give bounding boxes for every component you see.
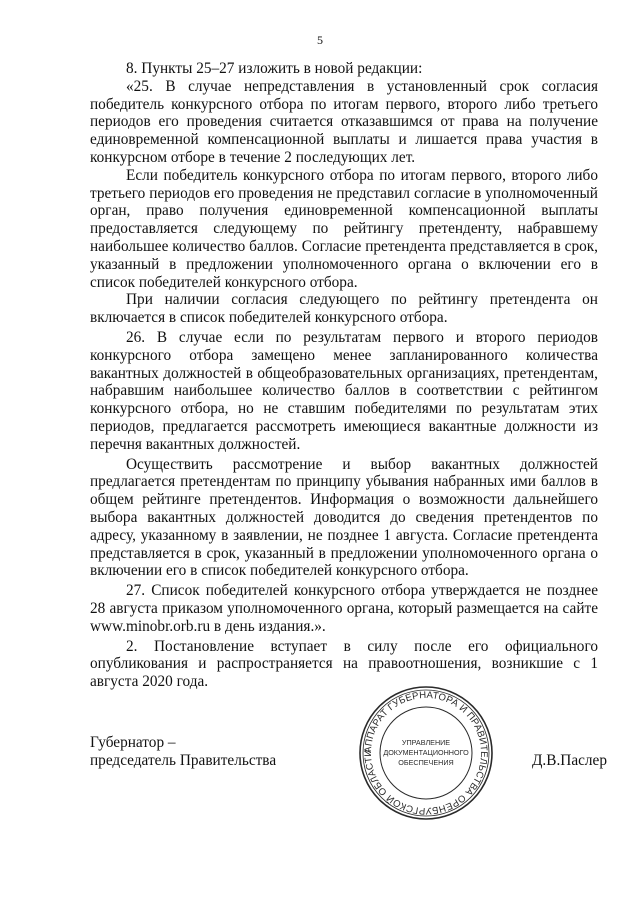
stamp-ring-text: АППАРАТ ГУБЕРНАТОРА И ПРАВИТЕЛЬСТВА ОРЕНБУРГСКОЙ ОБЛАСТИ: [362, 689, 490, 817]
document-body: [90, 60, 598, 691]
paragraph-clause-25: «25. В случае непредставления в установленный срок согласия победитель конкурсного отбора по итогам первого, второго либо третьего периодов его проведения считается отказавшимся от права на получение единовременной компенсационной выплаты и лишается права участия в конкурсном отборе в течение 2 последующих лет.: [90, 77, 598, 166]
signer-position-line-1: Губернатор –: [90, 734, 176, 751]
paragraph-clause-27: 27. Список победителей конкурсного отбора утверждается не позднее 28 августа приказом уполномоченного органа, который размещается на сайте www.minobr.orb.ru в день издания.».: [90, 582, 598, 635]
signer-position: [90, 734, 276, 770]
stamp-center-line-3: ОБЕСПЕЧЕНИЯ: [398, 758, 454, 767]
paragraph-winner-consent: Если победитель конкурсного отбора по итогам первого, второго либо третьего периодов его проведения не представил согласие в уполномоченный орган, право получения единовременной компенсационной выплаты предоставляется следующему по рейтингу претенденту, набравшему наибольшее количество баллов. Согласие претендента представляется в срок, указанный в предложении уполномоченного органа о включении его в список победителей конкурсного отбора.: [90, 166, 598, 291]
stamp-center-line-1: УПРАВЛЕНИЕ: [401, 738, 451, 747]
paragraph-next-candidate: При наличии согласия следующего по рейтингу претендента он включается в список победителей конкурсного отбора.: [90, 291, 598, 327]
page-number: 5: [317, 33, 323, 47]
paragraph-item-2: 2. Постановление вступает в силу после его официального опубликования и распространяется на правоотношения, возникшие с 1 августа 2020 года.: [90, 637, 598, 691]
stamp-seal-graphic: [358, 685, 494, 821]
official-stamp: [358, 685, 494, 821]
stamp-center-line-2: ДОКУМЕНТАЦИОННОГО: [383, 748, 469, 757]
paragraph-clause-26: 26. В случае если по результатам первого и второго периодов конкурсного отбора замещено менее запланированного количества вакантных должностей в общеобразовательных организациях, претендентам, набравшим наибольшее количество баллов в соответствии с рейтингом конкурсного отбора, но не ставшим победителями по результатам этих периодов, предлагается рассмотреть имеющиеся вакантные должности из перечня вакантных должностей.: [90, 328, 598, 453]
paragraph-vacancy-choice: Осуществить рассмотрение и выбор вакантных должностей предлагается претендентам по принципу убывания набранных ими баллов в общем рейтинге претендентов. Информация о возможности дальнейшего выбора вакантных должностей доводится до сведения претендентов по адресу, указанному в заявлении, не позднее 1 августа. Согласие претендента представляется в срок, указанный в предложении уполномоченного органа о включении его в список победителей конкурсного отбора.: [90, 455, 598, 580]
signer-position-line-2: председатель Правительства: [90, 752, 277, 769]
signer-name: Д.В.Паслер: [532, 752, 607, 769]
paragraph-item-8: 8. Пункты 25–27 изложить в новой редакции:: [126, 60, 423, 77]
